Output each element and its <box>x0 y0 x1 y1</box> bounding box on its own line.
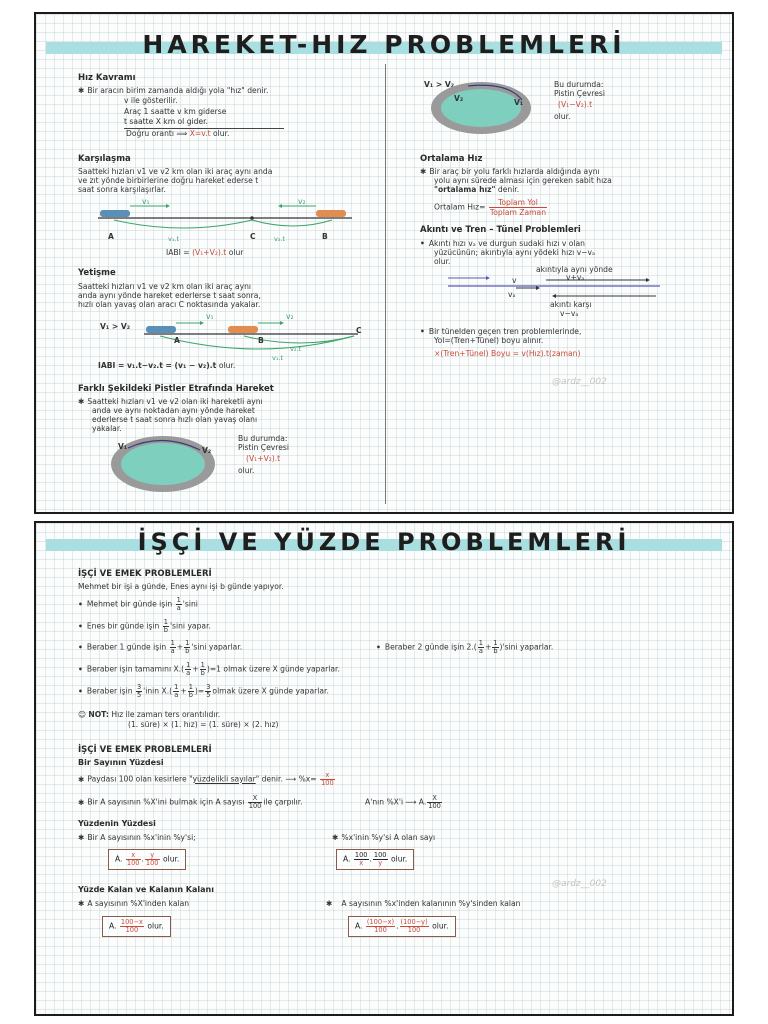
label-v2t: v₂.t <box>274 235 286 243</box>
ak-text-1: • Akıntı hızı vₐ ve durgun sudaki hızı v olan <box>420 239 585 248</box>
sub-sayinin-yuzdesi: Bir Sayının Yüzdesi <box>78 758 164 767</box>
heading-isci: İŞÇİ VE EMEK PROBLEMLERİ <box>78 569 212 579</box>
ort-formula: Ortalam Hız= $\frac{\text{Toplam Yol}}{\text{Toplam Zaman}}$ <box>434 198 547 217</box>
kars-text-2: ve zıt yönde birbirlerine doğru hareket ederse t <box>78 176 259 185</box>
hiz-text-1: ✱ Bir aracın birim zamanda aldığı yola "hız" denir. <box>78 86 269 95</box>
heading-isci-2: İŞÇİ VE EMEK PROBLEMLERİ <box>78 745 212 755</box>
isci-b1: • Mehmet bir günde işin $\frac{1}{a}$ 'sini <box>78 596 198 612</box>
rt-c2: Pistin Çevresi <box>554 89 605 98</box>
yet-v1: v₁ <box>206 312 214 321</box>
formula-box-4: A. $\frac{(100-x)}{100}$ . $\frac{(100-y)}{100}$ olur. <box>348 916 456 937</box>
formula-box-3: A. $\frac{100-x}{100}$ olur. <box>102 916 171 937</box>
yuzde-l1: ✱ Paydası 100 olan kesirlere "yüzdelikli sayılar" denir. ⟶ %x= $\frac{x}{100}$ <box>78 771 334 787</box>
ak-d-bot: akıntı karşı <box>550 300 592 309</box>
grid-sheet <box>36 14 732 512</box>
car-orange <box>316 210 346 217</box>
note-icon: ☺ <box>78 710 86 719</box>
heading-pistler: Farklı Şekildeki Pistler Etrafında Hareket <box>78 384 274 394</box>
note-2: (1. süre) × (1. hız) = (1. süre) × (2. hız) <box>128 720 279 729</box>
pist1-v1: V₁ <box>118 442 128 451</box>
isci-b2: • Enes bir günde işin $\frac{1}{b}$ 'sini yapar. <box>78 618 211 634</box>
heading-hiz-kavrami: Hız Kavramı <box>78 73 136 83</box>
yet-text-1: Saatteki hızları v1 ve v2 km olan iki araç aynı <box>78 282 252 291</box>
note: ☺ NOT: Hız ile zaman ters orantılıdır. <box>78 710 221 719</box>
kars-formula: IABI = (V₁+V₂).t olur <box>166 248 244 257</box>
rt-v1: V₁ <box>514 98 524 107</box>
rt-cond: V₁ > V₂ <box>424 80 455 89</box>
pist-text-2: anda ve aynı noktadan aynı yönde hareket <box>92 406 255 415</box>
akinti-diagram <box>446 276 666 300</box>
column-divider <box>385 64 386 504</box>
kars-text-1: Saatteki hızları v1 ve v2 km olan iki araç aynı anda <box>78 167 273 176</box>
heading-karsilasma: Karşılaşma <box>78 154 131 164</box>
heading-ortalama: Ortalama Hız <box>420 154 483 164</box>
isci-b3: • Beraber 1 günde işin $\frac{1}{a}$ + $\frac{1}{b}$ 'sini yaparlar. <box>78 639 243 655</box>
yet-v2: v₂ <box>286 312 294 321</box>
label-v1t: v₁.t <box>168 235 180 243</box>
label-v2: v₂ <box>298 197 306 206</box>
tren-text-1: • Bir tünelden geçen tren problemlerinde, <box>420 327 582 336</box>
yet-text-3: hızlı olan yavaş olan aracı C noktasında yakalar. <box>78 300 261 309</box>
yet-text-2: anda aynı yönde hareket ederlerse t saat sonra, <box>78 291 261 300</box>
pist-text-4: yakalar. <box>92 424 122 433</box>
hiz-text-2: v ile gösterilir. <box>124 96 178 105</box>
point-b: B <box>322 232 328 241</box>
formula-box-1: A. $\frac{x}{100}$ . $\frac{y}{100}$ olur. <box>108 849 186 870</box>
yet-v2t: v₂.t <box>290 345 302 353</box>
yet-point-a: A <box>174 336 180 345</box>
kars-text-3: saat sonra karşılaşırlar. <box>78 185 166 194</box>
ak-d-bot2: v−vₐ <box>560 309 579 318</box>
ak-text-2: yüzücünün; akıntıyla aynı yödeki hızı v−vₐ <box>434 248 596 257</box>
heading-akinti: Akıntı ve Tren – Tünel Problemleri <box>420 225 581 235</box>
ak-text-3: olur. <box>434 257 451 266</box>
ak-d-top2: v+vₐ <box>566 273 585 282</box>
yet-formula: IABI = v₁.t−v₂.t = (v₁ − v₂).t olur. <box>98 361 236 370</box>
isci-b5: • Beraber işin tamamını X.( $\frac{1}{a}$ + $\frac{1}{b}$ )=1 olmak üzere X günde yaparlar. <box>78 661 340 677</box>
pist1-c2: Pistin Çevresi <box>238 443 289 452</box>
pist1-c4: olur. <box>238 466 255 475</box>
rt-c4: olur. <box>554 112 571 121</box>
label-v1: v₁ <box>142 197 150 206</box>
grid-sheet <box>36 523 732 1014</box>
yuzde-l2: ✱ Bir A sayısının %X'ini bulmak için A sayısı $\frac{X}{100}$ ile çarpılır. A'nın %X'i ⟶ A. $\frac{X}{100}$ <box>78 794 441 810</box>
watermark: @ardz__002 <box>552 377 607 387</box>
yet-v1t: v₁.t <box>272 354 284 362</box>
ak-d-va: vₐ <box>508 290 516 299</box>
isci-intro: Mehmet bir işi a günde, Enes aynı işi b günde yapıyor. <box>78 582 284 591</box>
hiz-text-5: Doğru orantı ⟹ X=v.t olur. <box>126 129 230 138</box>
ort-text-2: yolu aynı sürede alması için gereken sabit hıza <box>434 176 612 185</box>
yuzde-l5: ✱ A sayısının %X'inden kalan <box>78 899 190 908</box>
rt-c3: (V₁−V₂).t <box>558 100 593 109</box>
tren-formula: ×(Tren+Tünel) Boyu = v(Hız).t(zaman) <box>434 349 581 358</box>
isci-b4: • Beraber 2 günde işin 2.( $\frac{1}{a}$ + $\frac{1}{b}$ )'sini yaparlar. <box>376 639 554 655</box>
yet-point-b: B <box>258 336 264 345</box>
yuzde-l3: ✱ Bir A sayısının %x'inin %y'si; <box>78 833 196 842</box>
pist1-c3: (V₁+V₂).t <box>246 454 281 463</box>
yuzde-l6: ✱ A sayısının %x'inden kalanının %y'sinden kalan <box>326 899 521 908</box>
heading-yetisme: Yetişme <box>78 268 116 278</box>
pist-text-1: ✱ Saatteki hızları v1 ve v2 olan iki hareketli aynı <box>78 397 263 406</box>
hiz-text-3: Araç 1 saatte v km giderse <box>124 107 227 116</box>
yet-point-c: C <box>356 326 362 335</box>
ort-text-1: ✱ Bir araç bir yolu farklı hızlarda aldığında aynı <box>420 167 600 176</box>
sub-yuzdenin-yuzdesi: Yüzdenin Yüzdesi <box>78 819 156 828</box>
page-hareket-hiz <box>34 12 734 514</box>
page-title: İŞÇİ VE YÜZDE PROBLEMLERİ <box>137 528 631 556</box>
sub-yuzde-kalan: Yüzde Kalan ve Kalanın Kalanı <box>78 885 214 894</box>
pist-text-3: ederlerse t saat sonra hızlı olan yavaş olanı <box>92 415 258 424</box>
hiz-text-4: t saatte X km ol gider. <box>124 117 208 126</box>
point-c: C <box>250 232 256 241</box>
page-isci-yuzde <box>34 521 734 1016</box>
pist1-c1: Bu durumda: <box>238 434 288 443</box>
rt-c1: Bu durumda: <box>554 80 604 89</box>
yet-condition: V₁ > V₂ <box>100 322 131 331</box>
tren-text-2: Yol=(Tren+Tünel) boyu alınır. <box>434 336 544 345</box>
watermark: @ardz__002 <box>552 879 607 889</box>
ak-d-top: akıntıyla aynı yönde <box>536 265 613 274</box>
ak-d-v: v <box>512 276 517 285</box>
ort-text-3: "ortalama hız" denir. <box>434 185 520 194</box>
pist1-v2: V₂ <box>202 446 212 455</box>
formula-box-2: A. $\frac{100}{x}$ . $\frac{100}{y}$ olur. <box>336 849 414 870</box>
karsilasma-diagram <box>94 202 356 236</box>
track-circle-2 <box>428 80 534 136</box>
isci-b6: • Beraber işin $\frac{3}{5}$ 'inin X.( $\frac{1}{a}$ + $\frac{1}{b}$ )= $\frac{3}{5}$ olmak üzere X günde yaparlar. <box>78 683 329 699</box>
point-a: A <box>108 232 114 241</box>
page-title: HAREKET-HIZ PROBLEMLERİ <box>142 30 626 59</box>
yuzde-l4: ✱ %x'inin %y'si A olan sayı <box>332 833 436 842</box>
rt-v2: V₂ <box>454 94 464 103</box>
car-blue <box>100 210 130 217</box>
